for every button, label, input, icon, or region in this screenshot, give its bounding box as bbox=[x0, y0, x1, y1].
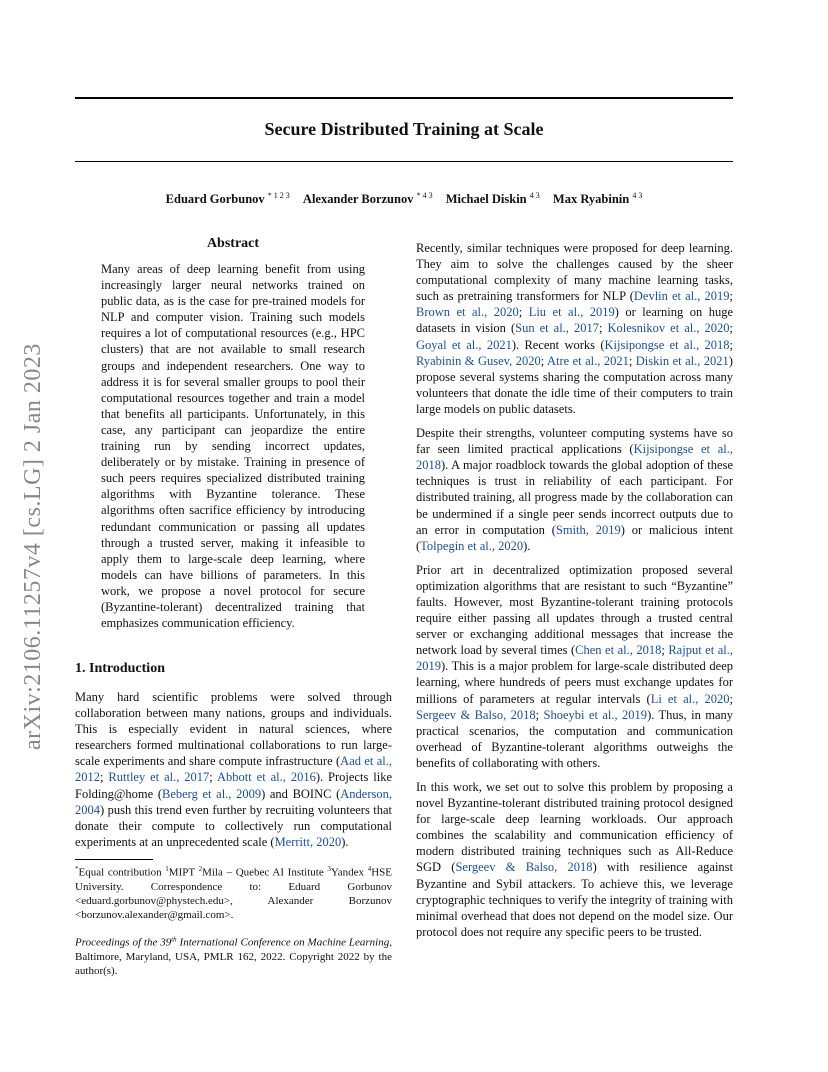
citation-link[interactable]: Rajput et al., 2019 bbox=[416, 643, 733, 674]
citation-link[interactable]: Atre et al., 2021 bbox=[546, 353, 629, 368]
citation-link[interactable]: Sergeev & Balso, 2018 bbox=[416, 707, 536, 722]
author: Eduard Gorbunov $^{* 1 2 3}$ bbox=[165, 191, 290, 207]
citation-link[interactable]: Aad et al., 2012 bbox=[75, 754, 392, 785]
title-top-rule bbox=[75, 97, 733, 99]
citation-link[interactable]: Devlin et al., 2019 bbox=[633, 289, 730, 304]
citation-link[interactable]: Sun et al., 2017 bbox=[515, 321, 599, 336]
section-heading-introduction: 1. Introduction bbox=[75, 661, 165, 676]
citation-link[interactable]: Diskin et al., 2021 bbox=[635, 353, 729, 368]
author: Michael Diskin $^{4 3}$ bbox=[445, 191, 540, 207]
arxiv-identifier: arXiv:2106.11257v4 [cs.LG] 2 Jan 2023 bbox=[20, 343, 46, 750]
citation-link[interactable]: Kijsipongse et al., 2018 bbox=[604, 337, 730, 352]
citation-link[interactable]: Li et al., 2020 bbox=[650, 691, 730, 706]
introduction-body bbox=[75, 689, 392, 858]
paragraph: Prior art in decentralized optimization proposed several optimization algorithms that are resistant to such “Byzantine” faults. However, most Byzantine-tolerant training protocols require either passing all updates through a trusted central server or exchanging additional messages that increase the network load by several times (Chen et al., 2018; Rajput et al., 2019). This is a major problem for large-scale distributed deep learning, where hundreds of peers must exchange updates for millions of parameters at regular intervals (Li et al., 2020; Sergeev & Balso, 2018; Shoeybi et al., 2019). Thus, in many practical scenarios, the computation and communication overhead of Byzantine-tolerant algorithms outweighs the benefits of collaborating with others. bbox=[416, 562, 734, 770]
citation-link[interactable]: Ruttley et al., 2017 bbox=[108, 770, 210, 785]
author-list bbox=[75, 191, 733, 207]
intro-paragraph-1: Many hard scientific problems were solved through collaboration between many nations, groups and individuals. This is especially evident in natural sciences, where researchers formed multinational collaborations to run large-scale experiments and share compute infrastructure (Aad et al., 2012; Ruttley et al., 2017; Abbott et al., 2016). Projects like Folding@home (Beberg et al., 2009) and BOINC (Anderson, 2004) push this trend even further by recruiting volunteers that donate their compute to collectively run computational experiments at an unprecedented scale (Merritt, 2020). bbox=[75, 690, 392, 849]
footnote-rule bbox=[75, 859, 153, 860]
citation-link[interactable]: Shoeybi et al., 2019 bbox=[543, 707, 648, 722]
footnote-affiliations: *Equal contribution $^1$MIPT $^2$Mila – Quebec AI Institute $^3$Yandex $^4$HSE University. Correspondence to: Eduard Gorbunov <eduard.gorbunov@phystech.edu>, Alexander Borzunov <borzunov.alexander@gmail.com>. bbox=[75, 865, 392, 921]
citation-link[interactable]: Anderson, 2004 bbox=[75, 786, 392, 817]
abstract-text: Many areas of deep learning benefit from using increasingly larger neural networks trained on public data, as is the case for pre-trained models for NLP and computer vision. Training such models requires a lot of computational resources (e.g., HPC clusters) that are not available to small research groups and independent researchers. One way to address it is for several smaller groups to pool their computational resources together and train a model that benefits all participants. Unfortunately, in this case, any participant can jeopardize the entire training run by sending incorrect updates, deliberately or by mistake. Training in presence of such peers requires specialized distributed training algorithms with Byzantine tolerance. These algorithms often sacrifice efficiency by introducing redundant communication or passing all updates through a trusted server, making it infeasible to apply them to large-scale deep learning, where models can have billions of parameters. In this work, we propose a novel protocol for secure (Byzantine-tolerant) decentralized training that emphasizes communication efficiency. bbox=[101, 262, 365, 631]
citation-link[interactable]: Goyal et al., 2021 bbox=[416, 337, 512, 352]
citation-link[interactable]: Tolpegin et al., 2020 bbox=[420, 538, 524, 553]
author: Max Ryabinin $^{4 3}$ bbox=[552, 191, 643, 207]
paragraph: Recently, similar techniques were proposed for deep learning. They aim to solve the challenges caused by the sheer computational complexity of many machine learning tasks, such as pretraining transformers for NLP (Devlin et al., 2019; Brown et al., 2020; Liu et al., 2019) or learning on huge datasets in vision (Sun et al., 2017; Kolesnikov et al., 2020; Goyal et al., 2021). Recent works (Kijsipongse et al., 2018; Ryabinin & Gusev, 2020; Atre et al., 2021; Diskin et al., 2021) propose several systems sharing the computation across many volunteers that donate the idle time of their computers to train large models on public datasets. bbox=[416, 241, 734, 416]
title-bottom-rule bbox=[75, 161, 733, 162]
paper-title: Secure Distributed Training at Scale bbox=[264, 119, 544, 139]
abstract-body bbox=[101, 261, 365, 639]
right-column-body bbox=[416, 240, 733, 948]
citation-link[interactable]: Kolesnikov et al., 2020 bbox=[607, 321, 730, 336]
citation-link[interactable]: Abbott et al., 2016 bbox=[217, 770, 316, 785]
citation-link[interactable]: Chen et al., 2018 bbox=[575, 643, 662, 658]
citation-link[interactable]: Kijsipongse et al., 2018 bbox=[416, 442, 733, 473]
abstract-heading: Abstract bbox=[206, 236, 260, 251]
citation-link[interactable]: Ryabinin & Gusev, 2020 bbox=[416, 353, 541, 368]
proceedings-note: Proceedings of the 39th International Conference on Machine Learning, Baltimore, Maryland, USA, PMLR 162, 2022. Copyright 2022 by the author(s). bbox=[75, 935, 392, 977]
paragraph: Despite their strengths, volunteer computing systems have so far seen limited practical applications (Kijsipongse et al., 2018). A major roadblock towards the global adoption of these techniques is trust in reliability of each participant. For distributed training, all progress made by the collaboration can be undermined if a single peer sends incorrect outputs due to an error in computation (Smith, 2019) or malicious intent (Tolpegin et al., 2020). bbox=[416, 426, 733, 553]
citation-link[interactable]: Smith, 2019 bbox=[555, 522, 621, 537]
citation-link[interactable]: Merritt, 2020 bbox=[274, 834, 342, 849]
citation-link[interactable]: Liu et al., 2019 bbox=[528, 305, 615, 320]
paragraph: In this work, we set out to solve this problem by proposing a novel Byzantine-tolerant distributed training protocol designed for large-scale deep learning workloads. Our approach combines the scalability and communication efficiency of modern distributed training techniques such as All-Reduce SGD (Sergeev & Balso, 2018) with resilience against Byzantine and Sybil attackers. To achieve this, we leverage cryptographic techniques to verify the integrity of training with minimal overhead that does not depend on the model size. Our protocol does not require any specific peers to be trusted. bbox=[416, 780, 734, 939]
citation-link[interactable]: Brown et al., 2020 bbox=[416, 305, 519, 320]
citation-link[interactable]: Sergeev & Balso, 2018 bbox=[455, 860, 593, 875]
author: Alexander Borzunov $^{* 4 3}$ bbox=[302, 191, 433, 207]
citation-link[interactable]: Beberg et al., 2009 bbox=[161, 786, 262, 801]
